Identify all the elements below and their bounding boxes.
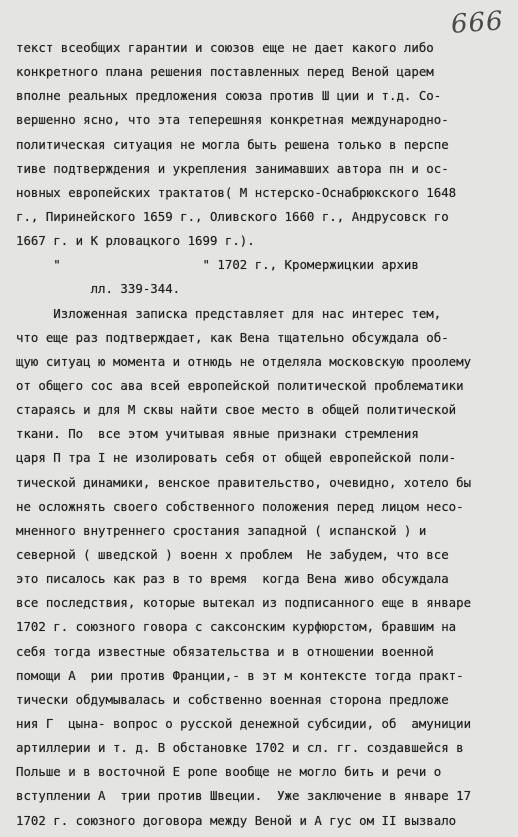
text-line: г., Пиринейского 1659 г., Оливского 1660 г., Андрусовск го [16,208,449,224]
text-line: от общего сос ава всей европейской политической проблематики [16,377,464,393]
text-line: себя тогда известные обязательства и в отношении военной [16,643,434,659]
text-line: щую ситуац ю момента и отнюдь не отделяла московскую проолему [16,353,472,369]
page-number: 666 [450,6,505,40]
text-line: 1667 г. и К рловацкого 1699 г.). [16,233,255,249]
text-line: 1702 г. союзного договора между Веной и А гус ом II вызвало [16,812,457,828]
text-line: политическая ситуация не могла быть решена только в перспе [16,136,449,152]
text-line: это писалось как раз в то время когда Вена живо обсуждала [16,571,449,587]
text-line: новных европейских трактатов( М нстерско-Оснабрюкского 1648 [16,184,457,200]
text-line: царя П тра I не изолировать себя от общей европейской поли- [16,450,457,466]
text-line: тиве подтверждения и укрепления занимавших автора пн и ос- [16,160,449,176]
text-line: не осложнять своего собственного положения перед лицом несо- [16,498,464,514]
text-line: Изложенная записка представляет для нас интерес тем, [16,305,442,321]
text-line: ткани. По все этом учитывая явные признаки стремления [16,426,419,442]
text-line: тически обдумывалась и собственно военная сторона предложе [16,691,449,707]
text-line: северной ( шведской ) военн х проблем Не забудем, что все [16,546,449,562]
text-line: вполне реальных предложения союза против Ш ции и т.д. Со- [16,88,442,104]
text-line: Польше и в восточной Е ропе вообще не могло бить и речи о [16,764,442,780]
text-line: тической динамики, венское правительство, очевидно, хотело бы [16,474,472,490]
text-line: вступлении А трии против Швеции. Уже заключение в январе 17 [16,788,472,804]
text-line: ния Г цына- вопрос о русской денежной субсидии, об амуниции [16,715,472,731]
text-line: лл. 339-344. [16,281,181,297]
text-line: стараясь и для М сквы найти свое место в общей политической [16,402,457,418]
text-line: артиллерии и т. д. В обстановке 1702 и сл. гг. создавшейся в [16,740,464,756]
text-line: конкретного плана решения поставленных перед Веной царем [16,64,434,80]
text-line: мненного внутреннего сростания западной ( испанской ) и [16,522,427,538]
text-line: " " 1702 г., Кромержицкии архив [16,257,419,273]
text-line: 1702 г. союзного говора с саксонским курфюрстом, бравшим на [16,619,457,635]
text-line: текст всеобщих гарантии и союзов еще не дает какого либо [16,40,434,55]
text-line: помощи А рии против Франции,- в эт м контексте тогда практ- [16,667,464,683]
text-line: все последствия, которые вытекал из подписанного еще в январе [16,595,472,611]
text-line: что еще раз подтверждает, как Вена тщательно обсуждала об- [16,329,449,345]
document-body [16,36,516,833]
text-line: вершенно ясно, что эта теперешняя конкретная международно- [16,112,449,128]
